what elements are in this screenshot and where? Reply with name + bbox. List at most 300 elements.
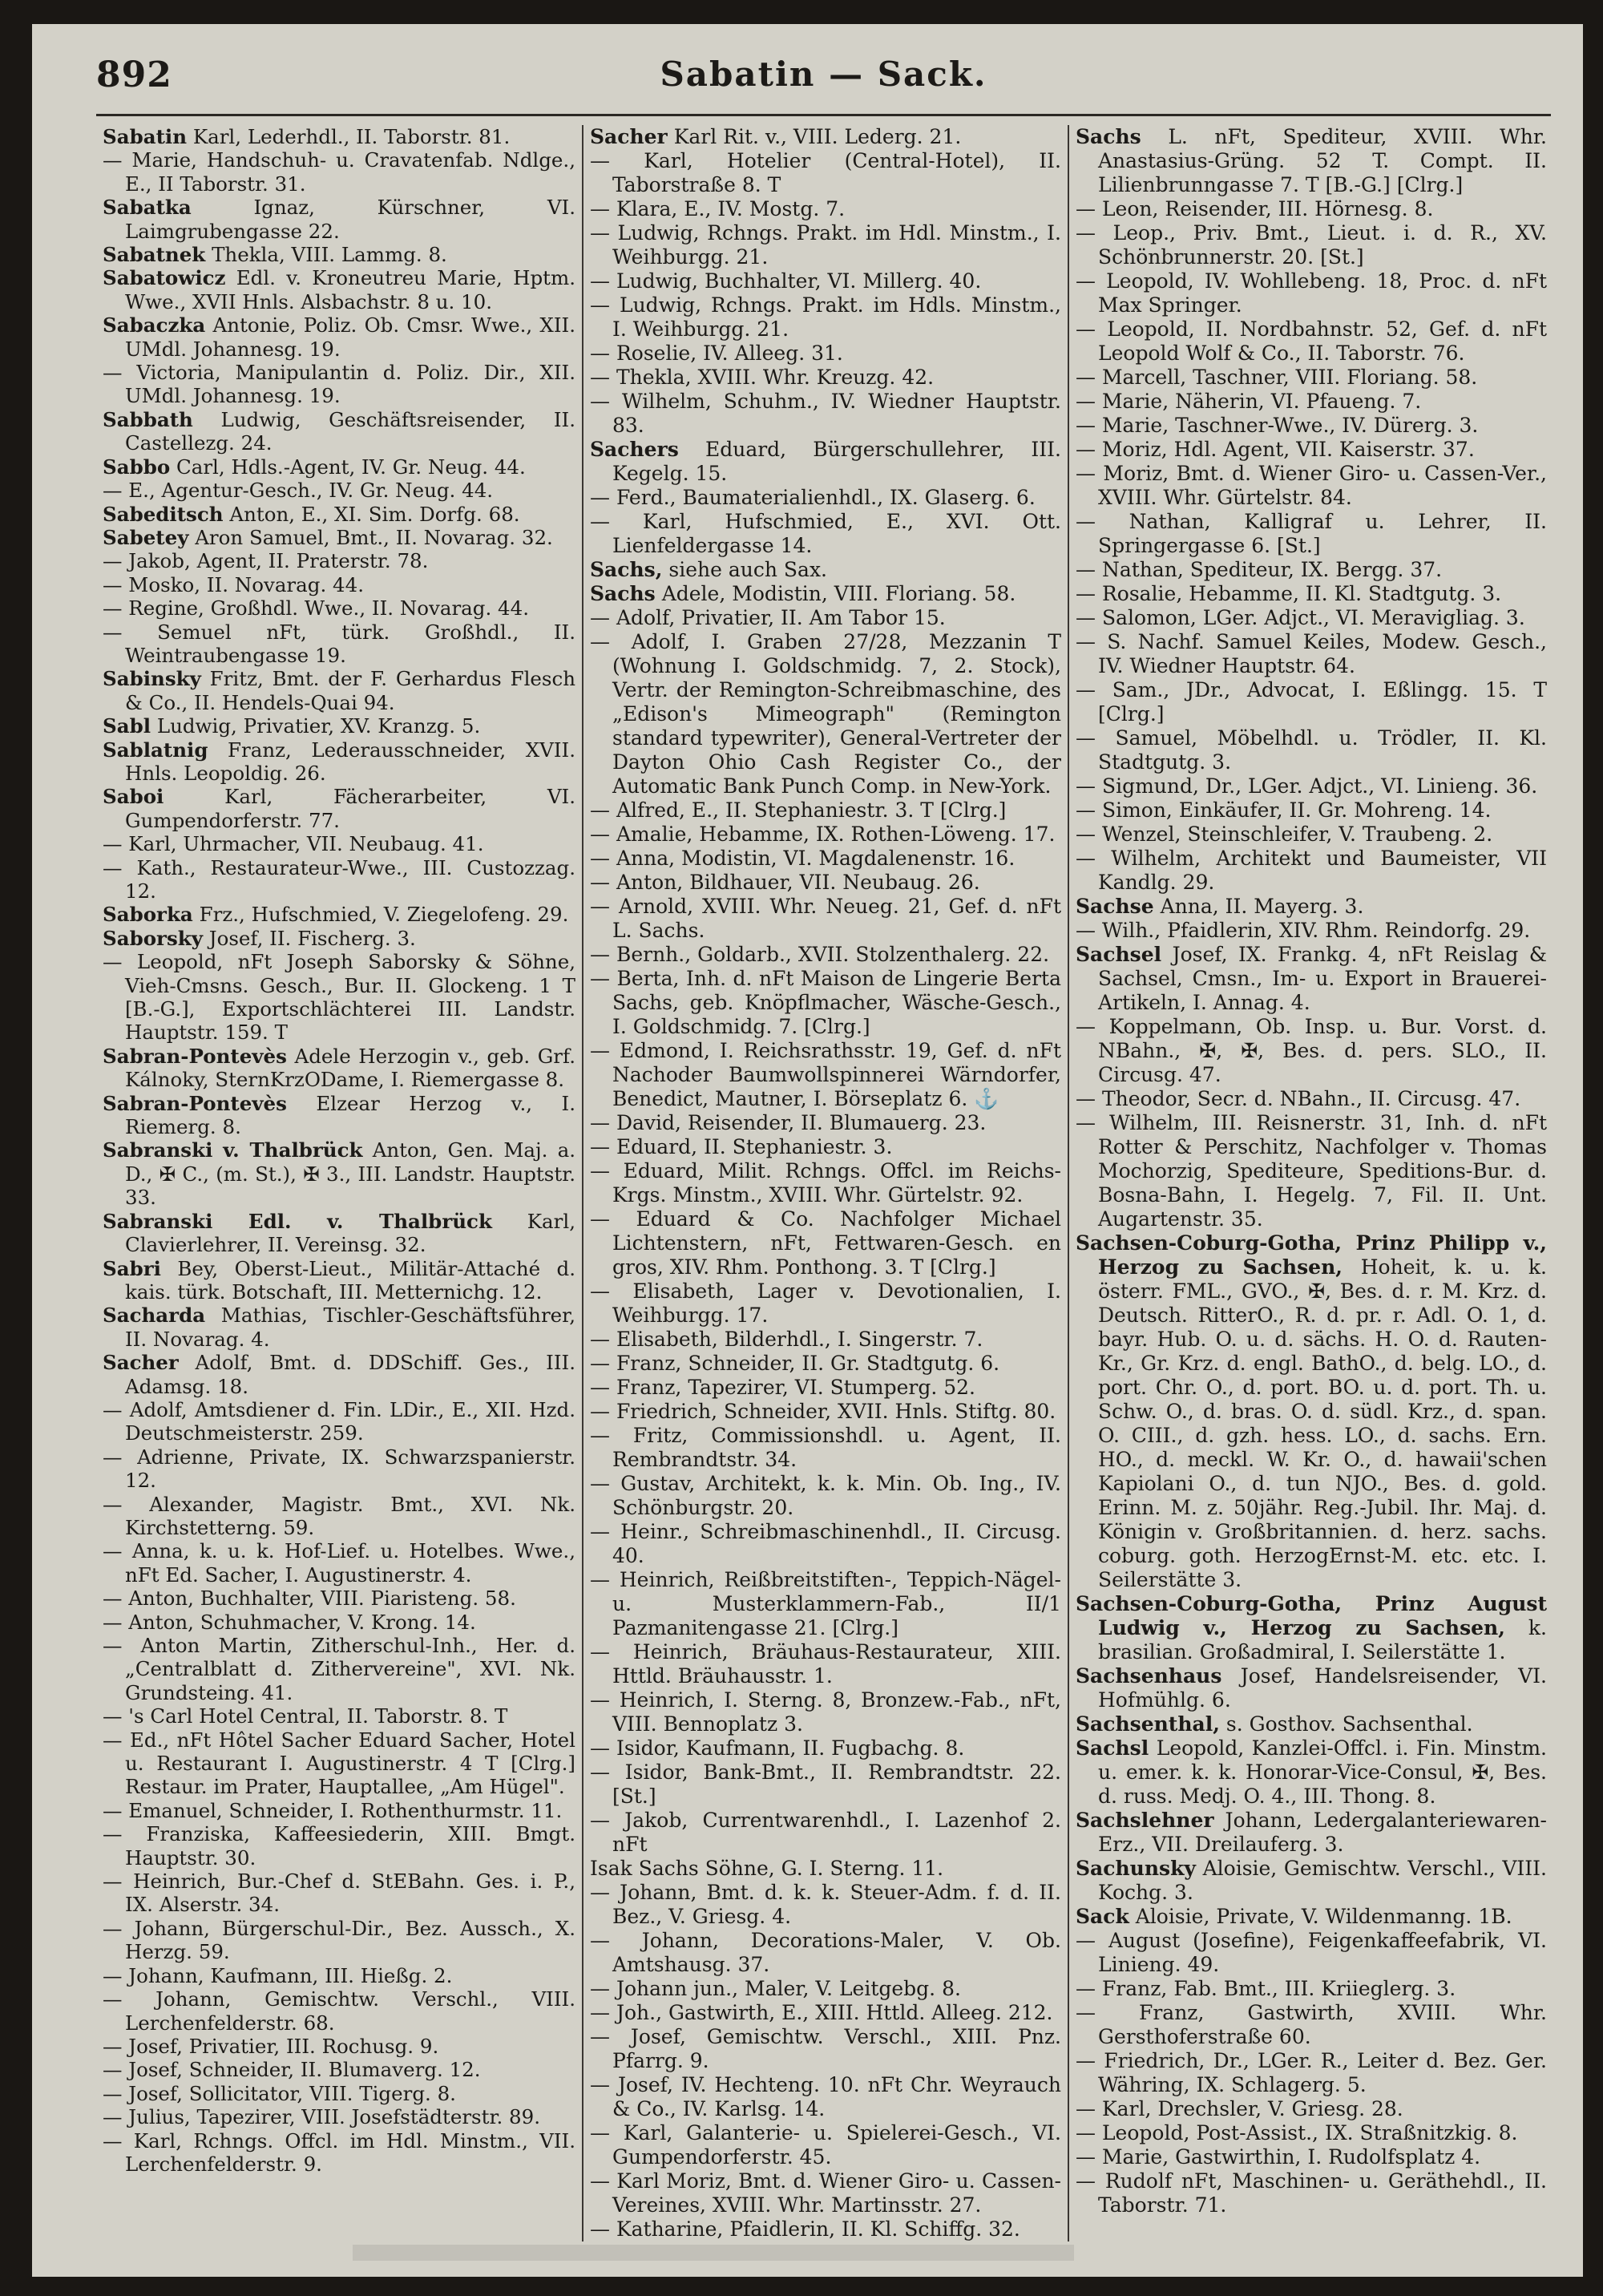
entry-details: — Johann jun., Maler, V. Leitgebg. 8.	[590, 1977, 961, 2000]
entry-details: — Anton, Buchhalter, VIII. Piaristeng. 58.	[103, 1587, 516, 1611]
directory-entry	[1076, 1857, 1547, 1905]
entry-details: — Amalie, Hebamme, IX. Rothen-Löweng. 17.	[590, 823, 1056, 846]
entry-details: Johann, Ledergalanteriewaren-Erz., VII. Dreilauferg. 3.	[1098, 1809, 1547, 1856]
directory-entry	[590, 2121, 1061, 2169]
directory-entry	[590, 125, 1061, 149]
directory-entry	[590, 1568, 1061, 1640]
entry-details: — Isidor, Bank-Bmt., II. Rembrandtstr. 22. [St.]	[590, 1760, 1061, 1808]
entry-details: Leopold, Kanzlei-Offcl. i. Fin. Minstm. u. emer. k. k. Honorar-Vice-Consul, ✠, Bes. d. russ. Medj. O. 4., III. Thong. 8.	[1098, 1736, 1547, 1808]
directory-entry	[103, 455, 575, 479]
directory-entry	[103, 1539, 575, 1587]
directory-entry	[1076, 2121, 1547, 2145]
entry-details: — Ferd., Baumaterialienhdl., IX. Glaserg. 6.	[590, 486, 1036, 509]
entry-details: — Nathan, Spediteur, IX. Bergg. 37.	[1076, 558, 1443, 581]
directory-entry	[1076, 630, 1547, 678]
entry-details: — Adolf, Amtsdiener d. Fin. LDir., E., XII. Hzd. Deutschmeisterstr. 259.	[103, 1397, 575, 1445]
entry-surname: Sabaczka	[103, 313, 206, 338]
directory-entry	[103, 2105, 575, 2128]
entry-details: — Ludwig, Buchhalter, VI. Millerg. 40.	[590, 269, 982, 293]
entry-details: — Franziska, Kaffeesiederin, XIII. Bmgt. Hauptstr. 30.	[103, 1822, 575, 1870]
entry-surname: Sachunsky	[1076, 1857, 1196, 1880]
directory-entry	[103, 2035, 575, 2058]
entry-details: — Simon, Einkäufer, II. Gr. Mohreng. 14.	[1076, 798, 1492, 822]
entry-details: — Josef, Schneider, II. Blumaverg. 12.	[103, 2058, 481, 2082]
entry-details: — Victoria, Manipulantin d. Poliz. Dir., XII. UMdl. Johannesg. 19.	[103, 361, 575, 408]
entry-details: — Anton Martin, Zitherschul-Inh., Her. d. „Centralblatt d. Zithervereine", XVI. Nk. Grundsteing. 41.	[103, 1634, 575, 1704]
entry-details: — Anna, k. u. k. Hof-Lief. u. Hotelbes. Wwe., nFt Ed. Sacher, I. Augustinerstr. 4.	[103, 1539, 575, 1587]
entry-details: — Johann, Gemischtw. Verschl., VIII. Lerchenfelderstr. 68.	[103, 1987, 575, 2035]
entry-details: — Heinrich, Bräuhaus-Restaurateur, XIII. Httld. Bräuhausstr. 1.	[590, 1640, 1061, 1688]
entry-details: Mathias, Tischler-Geschäftsführer, II. Novarag. 4.	[125, 1304, 575, 1351]
entry-details: — Eduard, Milit. Rchngs. Offcl. im Reichs-Krgs. Minstm., XVIII. Whr. Gürtelstr. 92.	[590, 1159, 1061, 1207]
entry-details: — Rudolf nFt, Maschinen- u. Geräthehdl., II. Taborstr. 71.	[1076, 2169, 1547, 2217]
entry-details: — Joh., Gastwirth, E., XIII. Httld. Alleeg. 212.	[590, 2001, 1053, 2024]
entry-details: — Franz, Gastwirth, XVIII. Whr. Gersthoferstraße 60.	[1076, 2001, 1547, 2048]
directory-entry	[590, 2073, 1061, 2121]
directory-entry	[590, 197, 1061, 221]
directory-entry	[103, 243, 575, 266]
directory-entry	[590, 1929, 1061, 1977]
entry-details: Aloisie, Gemischtw. Verschl., VIII. Kochg. 3.	[1098, 1857, 1547, 1904]
entry-details: — Wenzel, Steinschleifer, V. Traubeng. 2.	[1076, 823, 1493, 846]
entry-surname: Sabran-Pontevès	[103, 1044, 287, 1068]
directory-entry	[103, 1611, 575, 1634]
directory-entry	[1076, 606, 1547, 630]
directory-entry	[1076, 510, 1547, 558]
directory-entry	[590, 1424, 1061, 1472]
directory-entry	[103, 1398, 575, 1445]
directory-entry	[590, 847, 1061, 871]
entry-details: Aloisie, Private, V. Wildenmanng. 1B.	[1135, 1905, 1512, 1928]
entry-details: — Isidor, Kaufmann, II. Fugbachg. 8.	[590, 1736, 965, 1760]
directory-entry	[590, 1111, 1061, 1135]
entry-details: — Anna, Modistin, VI. Magdalenenstr. 16.	[590, 847, 1016, 870]
entry-surname: Sachsenthal,	[1076, 1712, 1220, 1736]
entry-details: — Semuel nFt, türk. Großhdl., II. Weintraubengasse 19.	[103, 620, 575, 667]
entry-surname: Sacher	[590, 125, 668, 148]
entry-details: Isak Sachs Söhne, G. I. Sterng. 11.	[590, 1857, 944, 1880]
entry-surname: Sabeditsch	[103, 502, 224, 526]
directory-entry	[103, 2129, 575, 2177]
directory-entry	[1076, 2169, 1547, 2217]
directory-entry	[103, 503, 575, 526]
directory-entry	[103, 573, 575, 596]
entry-details: s. Gosthov. Sachsenthal.	[1225, 1712, 1473, 1736]
entry-surname: Sabinsky	[103, 667, 201, 691]
entry-details: Anton, Gen. Maj. a. D., ✠ C., (m. St.), ✠ 3., III. Landstr. Hauptstr. 33.	[125, 1138, 575, 1210]
entry-details: — Leopold, II. Nordbahnstr. 52, Gef. d. nFt Leopold Wolf & Co., II. Taborstr. 76.	[1076, 317, 1547, 365]
entry-surname: Sachs,	[590, 558, 663, 581]
directory-entry	[590, 1736, 1061, 1760]
directory-entry	[590, 2217, 1061, 2241]
entry-details: — Heinrich, Reißbreitstiften-, Teppich-Nägel- u. Musterklammern-Fab., II/1 Pazmanitengasse 21. [Clrg.]	[590, 1568, 1061, 1639]
directory-entry	[103, 313, 575, 361]
entry-details: Karl, Fächerarbeiter, VI. Gumpendorferstr. 77.	[125, 785, 575, 832]
directory-entry	[103, 667, 575, 714]
entry-details: — Roselie, IV. Alleeg. 31.	[590, 342, 843, 365]
directory-entry	[103, 950, 575, 1045]
directory-entry	[590, 1135, 1061, 1159]
entry-details: Frz., Hufschmied, V. Ziegelofeng. 29.	[199, 903, 569, 927]
directory-entry	[590, 1376, 1061, 1400]
entry-details: — Heinr., Schreibmaschinenhdl., II. Circusg. 40.	[590, 1520, 1061, 1567]
directory-entry	[103, 125, 575, 148]
directory-entry	[590, 1279, 1061, 1328]
entry-details: — Adolf, I. Graben 27/28, Mezzanin T (Wohnung I. Goldschmidg. 7, 2. Stock), Vertr. der Remington-Schreibmaschine, des „Edison's Mimeograph" (Remington standard typewriter), General-Vertreter der Dayton Ohio Cash Register Co., der Automatic Bank Punch Comp. in New-York.	[590, 630, 1061, 798]
directory-entry	[103, 2082, 575, 2105]
entry-details: — Eduard, II. Stephaniestr. 3.	[590, 1135, 893, 1158]
entry-details: — Karl, Uhrmacher, VII. Neubaug. 41.	[103, 832, 484, 856]
entry-surname: Sabri	[103, 1256, 161, 1280]
directory-entry	[590, 390, 1061, 438]
directory-entry	[1076, 919, 1547, 943]
entry-details: — Elisabeth, Lager v. Devotionalien, I. Weihburgg. 17.	[590, 1279, 1061, 1327]
directory-entry	[103, 1210, 575, 1257]
entry-details: k. brasilian. Großadmiral, I. Seilerstätte 1.	[1098, 1616, 1547, 1663]
entry-details: — Jakob, Agent, II. Praterstr. 78.	[103, 549, 429, 573]
entry-details: — Alexander, Magistr. Bmt., XVI. Nk. Kirchstetterng. 59.	[103, 1492, 575, 1539]
directory-entry	[103, 479, 575, 502]
directory-entry	[590, 1328, 1061, 1352]
entry-surname: Sablatnig	[103, 738, 208, 762]
entry-details: — Bernh., Goldarb., XVII. Stolzenthalerg. 22.	[590, 943, 1050, 966]
directory-entry	[590, 582, 1061, 606]
entry-details: Josef, Handelsreisender, VI. Hofmühlg. 6.	[1098, 1664, 1547, 1712]
entry-surname: Sachsenhaus	[1076, 1664, 1222, 1688]
entry-details: — Adrienne, Private, IX. Schwarzspanierstr. 12.	[103, 1445, 575, 1493]
entry-details: — Berta, Inh. d. nFt Maison de Lingerie Berta Sachs, geb. Knöpflmacher, Wäsche-Gesch., I. Goldschmidg. 7. [Clrg.]	[590, 967, 1061, 1038]
directory-entry	[103, 1587, 575, 1610]
entry-details: — Gustav, Architekt, k. k. Min. Ob. Ing., IV. Schönburgstr. 20.	[590, 1472, 1061, 1519]
entry-details: Carl, Hdls.-Agent, IV. Gr. Neug. 44.	[176, 455, 526, 479]
directory-entry	[1076, 943, 1547, 1015]
entry-details: — Theodor, Secr. d. NBahn., II. Circusg. 47.	[1076, 1087, 1521, 1110]
directory-entry	[103, 1138, 575, 1209]
directory-entry	[1076, 774, 1547, 798]
entry-details: Josef, IX. Frankg. 4, nFt Reislag & Sachsel, Cmsn., Im- u. Export in Brauerei-Artikeln, I. Annag. 4.	[1098, 943, 1548, 1014]
entry-surname: Saboi	[103, 785, 164, 809]
entry-details: — Kath., Restaurateur-Wwe., III. Custozzag. 12.	[103, 855, 575, 903]
directory-entry	[1076, 847, 1547, 895]
entry-details: — Moriz, Bmt. d. Wiener Giro- u. Cassen-Ver., XVIII. Whr. Gürtelstr. 84.	[1076, 462, 1547, 509]
entry-details: — Friedrich, Schneider, XVII. Hnls. Stiftg. 80.	[590, 1400, 1056, 1423]
entry-surname: Sacher	[103, 1351, 179, 1375]
entry-details: Ignaz, Kürschner, VI. Laimgrubengasse 22.	[125, 196, 575, 243]
entry-details: — Nathan, Kalligraf u. Lehrer, II. Springergasse 6. [St.]	[1076, 510, 1547, 557]
entry-details: — August (Josefine), Feigenkaffeefabrik, VI. Linieng. 49.	[1076, 1929, 1547, 1976]
entry-details: Karl, Clavierlehrer, II. Vereinsg. 32.	[125, 1209, 575, 1257]
directory-entry	[103, 596, 575, 620]
directory-entry	[1076, 390, 1547, 414]
directory-entry	[103, 1045, 575, 1092]
entry-details: — Fritz, Commissionshdl. u. Agent, II. Rembrandtstr. 34.	[590, 1424, 1061, 1471]
entry-details: Adolf, Bmt. d. DDSchiff. Ges., III. Adamsg. 18.	[125, 1351, 575, 1398]
directory-entry	[590, 1520, 1061, 1568]
directory-entry	[103, 196, 575, 243]
directory-entry	[1076, 1592, 1547, 1664]
directory-entry	[590, 967, 1061, 1039]
directory-entry	[1076, 438, 1547, 462]
directory-entry	[1076, 125, 1547, 197]
directory-entry	[103, 148, 575, 196]
directory-entry	[590, 2169, 1061, 2217]
entry-details: — Jakob, Currentwarenhdl., I. Lazenhof 2. nFt	[590, 1809, 1061, 1856]
entry-surname: Sabbath	[103, 407, 193, 431]
directory-entry	[590, 558, 1061, 582]
directory-entry	[590, 293, 1061, 342]
entry-details: — S. Nachf. Samuel Keiles, Modew. Gesch., IV. Wiedner Hauptstr. 64.	[1076, 630, 1547, 677]
entry-details: Bey, Oberst-Lieut., Militär-Attaché d. kais. türk. Botschaft, III. Metternichg. 12.	[125, 1256, 575, 1304]
entry-surname: Sachslehner	[1076, 1809, 1214, 1832]
directory-entry	[1076, 2049, 1547, 2097]
entry-details: — Emanuel, Schneider, I. Rothenthurmstr. 11.	[103, 1798, 563, 1822]
entry-details: — Anton, Schuhmacher, V. Krong. 14.	[103, 1610, 476, 1634]
entry-details: — Elisabeth, Bilderhdl., I. Singerstr. 7.	[590, 1328, 983, 1351]
entry-details: — Wilhelm, III. Reisnerstr. 31, Inh. d. nFt Rotter & Perschitz, Nachfolger v. Thomas Mochorzig, Spediteure, Speditions-Bur. d. Bosna-Bahn, I. Hegelg. 7, Fil. II. Unt. Augartenstr. 35.	[1076, 1111, 1547, 1231]
entry-surname: Sachs	[1076, 125, 1141, 148]
entry-details: — Sam., JDr., Advocat, I. Eßlingg. 15. T [Clrg.]	[1076, 678, 1547, 726]
directory-entry	[590, 1857, 1061, 1881]
directory-entry	[590, 2001, 1061, 2025]
directory-entry	[103, 856, 575, 903]
entry-details: — Josef, Gemischtw. Verschl., XIII. Pnz. Pfarrg. 9.	[590, 2025, 1061, 2072]
directory-entry	[1076, 823, 1547, 847]
entry-details: — Anton, Bildhauer, VII. Neubaug. 26.	[590, 871, 980, 894]
directory-entry	[590, 149, 1061, 197]
entry-details: — Ludwig, Rchngs. Prakt. im Hdls. Minstm., I. Weihburgg. 21.	[590, 293, 1061, 341]
entry-details: — Sigmund, Dr., LGer. Adjct., VI. Linieng. 36.	[1076, 774, 1538, 798]
directory-entry	[103, 1445, 575, 1493]
directory-entry	[590, 1472, 1061, 1520]
directory-entry	[103, 1799, 575, 1822]
directory-page	[32, 24, 1583, 2277]
directory-entry	[1076, 462, 1547, 510]
entry-details: — Marie, Näherin, VI. Pfaueng. 7.	[1076, 390, 1422, 413]
entry-details: siehe auch Sax.	[668, 558, 827, 581]
entry-details: — Johann, Kaufmann, III. Hießg. 2.	[103, 1963, 453, 1987]
directory-entry	[590, 871, 1061, 895]
entry-surname: Sabetey	[103, 525, 189, 549]
directory-entry	[590, 1640, 1061, 1688]
directory-entry	[103, 549, 575, 572]
entry-details: Franz, Lederausschneider, XVII. Hnls. Leopoldig. 26.	[125, 738, 575, 785]
entry-details: — Karl, Rchngs. Offcl. im Hdl. Minstm., VII. Lerchenfelderstr. 9.	[103, 2128, 575, 2176]
directory-entry	[1076, 1929, 1547, 1977]
directory-entry	[590, 1977, 1061, 2001]
entry-details: — Salomon, LGer. Adjct., VI. Meravigliag. 3.	[1076, 606, 1525, 629]
directory-entry	[103, 266, 575, 313]
entry-details: — Marie, Handschuh- u. Cravatenfab. Ndlge., E., II Taborstr. 31.	[103, 148, 575, 196]
directory-entry	[1076, 895, 1547, 919]
directory-entry	[590, 366, 1061, 390]
entry-details: — Leopold, IV. Wohllebeng. 18, Proc. d. nFt Max Springer.	[1076, 269, 1547, 317]
entry-details: — Samuel, Möbelhdl. u. Trödler, II. Kl. Stadtgutg. 3.	[1076, 726, 1547, 774]
directory-entry	[103, 1257, 575, 1304]
directory-entry	[1076, 2145, 1547, 2169]
entry-details: — Eduard & Co. Nachfolger Michael Lichtenstern, nFt, Fettwaren-Gesch. en gros, XIV. Rhm. Ponthong. 3. T [Clrg.]	[590, 1207, 1061, 1279]
directory-entry	[103, 1917, 575, 1964]
entry-surname: Saborsky	[103, 926, 203, 950]
entry-details: — Franz, Tapezirer, VI. Stumperg. 52.	[590, 1376, 975, 1399]
entry-details: — Marie, Gastwirthin, I. Rudolfsplatz 4.	[1076, 2145, 1481, 2169]
directory-entry	[590, 486, 1061, 510]
entry-details: — Adolf, Privatier, II. Am Tabor 15.	[590, 606, 946, 629]
entry-details: — Arnold, XVIII. Whr. Neueg. 21, Gef. d. nFt L. Sachs.	[590, 895, 1061, 942]
entry-details: — Koppelmann, Ob. Insp. u. Bur. Vorst. d. NBahn., ✠, ✠, Bes. d. pers. SLO., II. Circusg. 47.	[1076, 1015, 1547, 1086]
directory-columns	[96, 125, 1579, 2241]
directory-entry	[103, 408, 575, 455]
entry-details: Anna, II. Mayerg. 3.	[1160, 895, 1364, 918]
directory-entry	[103, 1493, 575, 1540]
entry-details: — Karl, Drechsler, V. Griesg. 28.	[1076, 2097, 1403, 2120]
entry-details: Hoheit, k. u. k. österr. FML., GVO., ✠, Bes. d. r. M. Krz. d. Deutsch. RitterO., R. d. pr. r. Adl. O. 1, d. bayr. Hub. O. u. d. sächs. H. O. d. Rauten-Kr., Gr. Krz. d. engl. BathO., d. belg. LO., d. port. Chr. O., d. port. BO. u. d. port. Th. u. Schw. O., d. bras. O. d. südl. Krz., d. span. O. CIII., d. gzh. hess. LO., d. sachs. Ern. HO., d. meckl. W. Kr. O., d. hawaii'schen Kapiolani O., d. tun NJO., Bes. d. gold. Erinn. M. z. 50jähr. Reg.-Jubil. Ihr. Maj. d. Königin v. Großbritannien. d. herz. sachs. coburg. goth. HerzogErnst-M. etc. etc. I. Seilerstätte 3.	[1098, 1255, 1547, 1591]
entry-details: — Leon, Reisender, III. Hörnesg. 8.	[1076, 197, 1434, 220]
directory-entry	[103, 1351, 575, 1398]
entry-details: — Leopold, Post-Assist., IX. Straßnitzkig. 8.	[1076, 2121, 1518, 2144]
directory-entry	[590, 1688, 1061, 1736]
directory-entry	[103, 620, 575, 668]
entry-details: — 's Carl Hotel Central, II. Taborstr. 8. T	[103, 1704, 508, 1728]
entry-details: — Wilh., Pfaidlerin, XIV. Rhm. Reindorfg. 29.	[1076, 919, 1531, 942]
directory-entry	[103, 526, 575, 549]
entry-details: — Franz, Fab. Bmt., III. Kriieglerg. 3.	[1076, 1977, 1456, 2000]
entry-details: Karl, Lederhdl., II. Taborstr. 81.	[192, 125, 511, 148]
directory-entry	[103, 1870, 575, 1917]
entry-details: — Johann, Decorations-Maler, V. Ob. Amtshausg. 37.	[590, 1929, 1061, 1976]
entry-surname: Sabranski Edl. v. Thalbrück	[103, 1209, 492, 1233]
directory-entry	[590, 1400, 1061, 1424]
entry-details: — Katharine, Pfaidlerin, II. Kl. Schiffg. 32.	[590, 2217, 1020, 2241]
entry-details: — David, Reisender, II. Blumauerg. 23.	[590, 1111, 987, 1134]
directory-entry	[590, 1352, 1061, 1376]
entry-details: — Johann, Bmt. d. k. k. Steuer-Adm. f. d. II. Bez., V. Griesg. 4.	[590, 1881, 1061, 1928]
directory-entry	[590, 1809, 1061, 1857]
entry-details: — Wilhelm, Architekt und Baumeister, VII Kandlg. 29.	[1076, 847, 1547, 894]
directory-entry	[590, 895, 1061, 943]
directory-entry	[1076, 1015, 1547, 1087]
entry-surname: Sachsen-Coburg-Gotha, Prinz August Ludwig v., Herzog zu Sachsen,	[1076, 1592, 1547, 1639]
entry-details: — Johann, Bürgerschul-Dir., Bez. Aussch., X. Herzg. 59.	[103, 1916, 575, 1964]
entry-details: — Mosko, II. Novarag. 44.	[103, 572, 364, 596]
directory-entry	[103, 785, 575, 832]
entry-details: — Marie, Taschner-Wwe., IV. Dürerg. 3.	[1076, 414, 1479, 437]
entry-details: — Franz, Schneider, II. Gr. Stadtgutg. 6.	[590, 1352, 1000, 1375]
directory-entry	[103, 1987, 575, 2035]
entry-details: — Josef, IV. Hechteng. 10. nFt Chr. Weyrauch & Co., IV. Karlsg. 14.	[590, 2073, 1061, 2120]
entry-details: — Ed., nFt Hôtel Sacher Eduard Sacher, Hotel u. Restaurant I. Augustinerstr. 4 T [Clrg.] Restaur. im Prater, Hauptallee, „Am Hügel".	[103, 1728, 575, 1799]
entry-details: — Wilhelm, Schuhm., IV. Wiedner Hauptstr. 83.	[590, 390, 1061, 437]
entry-surname: Sachsel	[1076, 943, 1162, 966]
entry-details: Anton, E., XI. Sim. Dorfg. 68.	[229, 502, 520, 526]
directory-entry	[590, 1760, 1061, 1809]
directory-entry	[1076, 2001, 1547, 2049]
entry-surname: Sacharda	[103, 1304, 206, 1328]
directory-entry	[103, 832, 575, 855]
entry-details: Karl Rit. v., VIII. Lederg. 21.	[673, 125, 962, 148]
entry-surname: Sachers	[590, 438, 679, 461]
directory-entry	[590, 269, 1061, 293]
directory-entry	[103, 1964, 575, 1987]
entry-details: — Leopold, nFt Joseph Saborsky & Söhne, Vieh-Cmsns. Gesch., Bur. II. Glockeng. 1 T [B.-G.], Exportschlächterei III. Landstr. Hauptstr. 159. T	[103, 950, 575, 1045]
bleed-through-shadow	[353, 2245, 1074, 2261]
entry-details: — E., Agentur-Gesch., IV. Gr. Neug. 44.	[103, 479, 494, 503]
entry-details: Adele Herzogin v., geb. Grf. Kálnoky, SternKrzODame, I. Riemergasse 8.	[125, 1044, 575, 1092]
directory-entry	[103, 361, 575, 408]
directory-entry	[1076, 798, 1547, 823]
entry-surname: Sachsen-Coburg-Gotha, Prinz Philipp v., Herzog zu Sachsen,	[1076, 1231, 1547, 1279]
directory-entry	[590, 630, 1061, 798]
directory-entry	[103, 738, 575, 786]
directory-entry	[590, 221, 1061, 269]
page-number: 892	[96, 55, 172, 95]
entry-surname: Sabatin	[103, 125, 188, 148]
entry-surname: Sabranski v. Thalbrück	[103, 1138, 363, 1162]
directory-entry	[103, 1092, 575, 1139]
entry-details: Antonie, Poliz. Ob. Cmsr. Wwe., XII. UMdl. Johannesg. 19.	[125, 313, 576, 361]
entry-details: Adele, Modistin, VIII. Floriang. 58.	[661, 582, 1016, 605]
entry-details: Edl. v. Kroneutreu Marie, Hptm. Wwe., XVII Hnls. Alsbachstr. 8 u. 10.	[125, 266, 575, 313]
directory-entry	[590, 438, 1061, 486]
directory-entry	[590, 606, 1061, 630]
directory-entry	[1076, 197, 1547, 221]
directory-entry	[1076, 1712, 1547, 1736]
column-middle	[582, 125, 1068, 2241]
entry-surname: Sachs	[590, 582, 656, 605]
entry-surname: Saborka	[103, 903, 193, 927]
entry-details: Fritz, Bmt. der F. Gerhardus Flesch & Co., II. Hendels-Quai 94.	[125, 667, 575, 714]
directory-entry	[1076, 1809, 1547, 1857]
header-rule	[96, 114, 1551, 116]
entry-details: Eduard, Bürgerschullehrer, III. Kegelg. 15.	[612, 438, 1061, 485]
directory-entry	[1076, 1087, 1547, 1111]
entry-surname: Sabl	[103, 714, 151, 738]
entry-surname: Sachse	[1076, 895, 1154, 918]
directory-entry	[1076, 317, 1547, 366]
entry-details: Aron Samuel, Bmt., II. Novarag. 32.	[195, 525, 553, 549]
directory-entry	[103, 1728, 575, 1799]
entry-details: — Rosalie, Hebamme, II. Kl. Stadtgutg. 3.	[1076, 582, 1502, 605]
directory-entry	[103, 1634, 575, 1704]
directory-entry	[590, 823, 1061, 847]
entry-details: — Regine, Großhdl. Wwe., II. Novarag. 44.	[103, 596, 530, 620]
entry-details: — Leop., Priv. Bmt., Lieut. i. d. R., XV. Schönbrunnerstr. 20. [St.]	[1076, 221, 1547, 269]
entry-details: — Josef, Sollicitator, VIII. Tigerg. 8.	[103, 2081, 456, 2105]
entry-details: — Marcell, Taschner, VIII. Floriang. 58.	[1076, 366, 1478, 389]
entry-details: — Heinrich, Bur.-Chef d. StEBahn. Ges. i. P., IX. Alserstr. 34.	[103, 1870, 575, 1917]
entry-surname: Sachsl	[1076, 1736, 1149, 1760]
directory-entry	[1076, 1736, 1547, 1809]
directory-entry	[103, 714, 575, 738]
directory-entry	[103, 1304, 575, 1351]
directory-entry	[1076, 414, 1547, 438]
entry-details: — Heinrich, I. Sterng. 8, Bronzew.-Fab., nFt, VIII. Bennoplatz 3.	[590, 1688, 1061, 1736]
column-right	[1068, 125, 1553, 2241]
directory-entry	[1076, 1111, 1547, 1231]
page-header	[96, 55, 1551, 103]
column-left	[96, 125, 582, 2241]
entry-details: — Karl, Hufschmied, E., XVI. Ott. Lienfeldergasse 14.	[590, 510, 1061, 557]
directory-entry	[103, 903, 575, 926]
directory-entry	[590, 342, 1061, 366]
entry-details: — Thekla, XVIII. Whr. Kreuzg. 42.	[590, 366, 935, 389]
directory-entry	[1076, 558, 1547, 582]
directory-entry	[590, 510, 1061, 558]
entry-details: Josef, II. Fischerg. 3.	[208, 926, 416, 950]
directory-entry	[590, 1881, 1061, 1929]
entry-details: Ludwig, Privatier, XV. Kranzg. 5.	[156, 714, 481, 738]
directory-entry	[1076, 678, 1547, 726]
directory-entry	[590, 2025, 1061, 2073]
